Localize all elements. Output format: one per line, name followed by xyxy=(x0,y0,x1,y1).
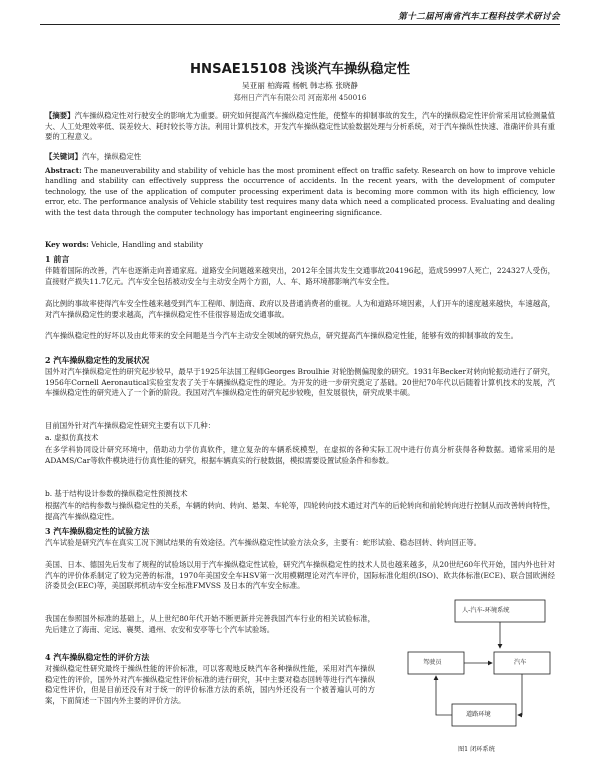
section-heading-2: 2 汽车操纵稳定性的发展状况 xyxy=(45,355,150,365)
keywords-cn-text: 汽车，操纵稳定性 xyxy=(81,152,142,161)
body-paragraph-11: 美国、日本、德国先后发布了规程的试验场以用于汽车操纵稳定性试验，研究汽车操纵稳定性的技术人员也越来越多，从20世纪60年代开始，国内外也针对汽车的评价体系制定了较为完善的标准，1970年美国安全车HSV第一次用模糊理论对汽车评价，国际标准化组织(ISO)、欧共体标准(ECE)、联合国欧洲经济委员会(EEC)等，美国联邦机动车安全标准FMVSS 及日本的汽车安全标准。 xyxy=(45,560,555,590)
body-paragraph-1: 伴随着国际的改善，汽车也逐渐走向普通家庭。道路安全问题越来越突出，2012年全国共发生交通事故204196起，造成59997人死亡，224327人受伤，直接财产损失11.7亿元。汽车安全包括被动安全与主动安全两个方面，人、车、路环境都影响汽车安全性。 xyxy=(45,266,555,286)
figure-caption: 图1 闭环系统 xyxy=(458,746,495,753)
figure-closed-loop-system xyxy=(400,586,560,773)
body-paragraph-12: 我国在参照国外标准的基础上，从上世纪80年代开始不断更新并完善我国汽车行业的相关试验标准，先后建立了海南、定远、襄樊、通州、农安和安亭等七个汽车试验场。 xyxy=(45,614,375,634)
vehicle-to-road-arrow xyxy=(518,674,522,715)
figure-label-system: 人-汽车-环境系统 xyxy=(462,607,510,614)
abstract-cn xyxy=(45,111,555,143)
figure-label-road: 道路环境 xyxy=(466,711,491,718)
section-heading-4: 4 汽车操纵稳定性的评价方法 xyxy=(45,652,150,662)
body-paragraph-2: 高比例的事故率使得汽车安全性越来越受到汽车工程师、制造商、政府以及普通消费者的重视。人为和道路环境因素，人们开车的速度越来越快，车速越高，对汽车操纵稳定性的要求越高，汽车操纵稳定性不佳很容易造成交通事故。 xyxy=(45,299,555,319)
list-item-b: b. 基于结构设计参数的操纵稳定性预测技术 xyxy=(45,489,188,498)
section-heading-1: 1 前言 xyxy=(45,254,70,264)
conference-name: 第十二届河南省汽车工程科技学术研讨会 xyxy=(398,12,560,22)
abstract-cn-text: 汽车操纵稳定性对行驶安全的影响尤为重要。研究如何提高汽车操纵稳定性能，使整车的抑制事故的发生，汽车的操纵稳定性评价常采用试验测量值大、人工处理效率低、误差较大、耗时较长等方法。利用计算机技术，开发汽车操纵稳定性试验数据处理与分析系统，对于汽车操纵性快速、准确评价具有重要的工程意义。 xyxy=(45,111,555,141)
keywords-cn-label: 【关键词】 xyxy=(45,152,82,161)
running-header xyxy=(0,0,600,28)
abstract-en-label: Abstract: xyxy=(45,166,82,175)
keywords-cn xyxy=(45,152,555,163)
body-paragraph-5: 目前国外针对汽车操纵稳定性研究主要有以下几种： xyxy=(45,421,215,430)
list-item-a: a. 虚拟仿真技术 xyxy=(45,433,99,442)
keywords-en xyxy=(45,240,555,250)
keywords-en-label: Key words: xyxy=(45,240,89,249)
body-paragraph-3: 汽车操纵稳定性的好坏以及由此带来的安全问题是当今汽车主动安全领域的研究热点，研究提高汽车操纵稳定性能，能够有效的抑制事故的发生。 xyxy=(45,331,519,340)
header-rule xyxy=(40,24,560,25)
paper-authors: 吴亚丽 柏海霞 杨帆 韩志栋 张晓静 xyxy=(242,81,358,90)
abstract-en-text: The maneuverability and stability of vehicle has the most prominent effect on traffic safety. Research on how to improve vehicle handling and stability can effectively suppress the occurrence of accidents. In the recent years, with the development of computer technology, the use of the application of computer processing experiment data is becoming more common with its high efficiency, low error, etc. The performance analysis of Vehicle stability test requires many data which need a complicated process. Evaluating and dealing with the test data through the computer technology has important engineering significance. xyxy=(45,166,555,217)
body-paragraph-7: 在多学科协同设计研究环境中，借助动力学仿真软件，建立复杂的车辆系统模型，在虚拟的各种实际工况中进行仿真分析获得各种数据。通常采用的是ADAMS/Car等软件模块进行仿真性能的研究，根据车辆真实的行驶数据，模拟需要设置试验条件和参数。 xyxy=(45,445,555,465)
keywords-en-text: Vehicle, Handling and stability xyxy=(91,240,204,249)
body-paragraph-13: 对操纵稳定性研究最终于操纵性能的评价标准，可以客观地反映汽车各种操纵性能，采用对汽车操纵稳定性的评价，国外外对汽车操纵稳定性评价标准的进行研究，其中主要对稳态回转等进行汽车操纵稳定性评价，但是目前还没有对于统一的评价标准方法的系统，国内外还没有一个被普遍认可的方案，下面简述一下国内外主要的评价方法。 xyxy=(45,664,375,705)
abstract-en xyxy=(45,166,555,218)
body-paragraph-9: 根据汽车的结构参数与操纵稳定性的关系，车辆的转向、转向、悬架、车轮等，四轮转向技术通过对汽车的后轮转向和前轮转向进行控制从而改善转向特性，提高汽车操纵稳定性。 xyxy=(45,501,555,521)
paper-title: HNSAE15108 浅谈汽车操纵稳定性 xyxy=(190,62,410,77)
road-to-driver-arrow xyxy=(436,676,452,715)
body-paragraph-4: 国外对汽车操纵稳定性的研究起步较早，最早于1925年法国工程师Georges Broulhie 对轮胎侧偏现象的研究。1931年Becker对转向轮振动进行了研究，1956年Cornell Aeronautical实验室发表了关于车辆操纵稳定性的理论。为开发的进一步研究奠定了基础。20世纪70年代以后随着计算机技术的发展，汽车操纵稳定性的研究进入了一个新的阶段。我国对汽车操纵稳定性的研究起步较晚，但发展很快，研究成果丰硕。 xyxy=(45,367,555,397)
figure-label-driver: 驾驶员 xyxy=(423,659,442,666)
abstract-cn-label: 【摘要】 xyxy=(45,111,75,120)
paper-affiliation: 郑州日产汽车有限公司 河南郑州 450016 xyxy=(233,93,367,102)
section-heading-3: 3 汽车操纵稳定性的试验方法 xyxy=(45,526,150,536)
figure-label-vehicle: 汽车 xyxy=(514,659,527,666)
body-paragraph-10: 汽车试验是研究汽车在真实工况下测试结果的有效途径。汽车操纵稳定性试验方法众多，主要有：蛇形试验、稳态回转、转向回正等。 xyxy=(45,538,482,547)
